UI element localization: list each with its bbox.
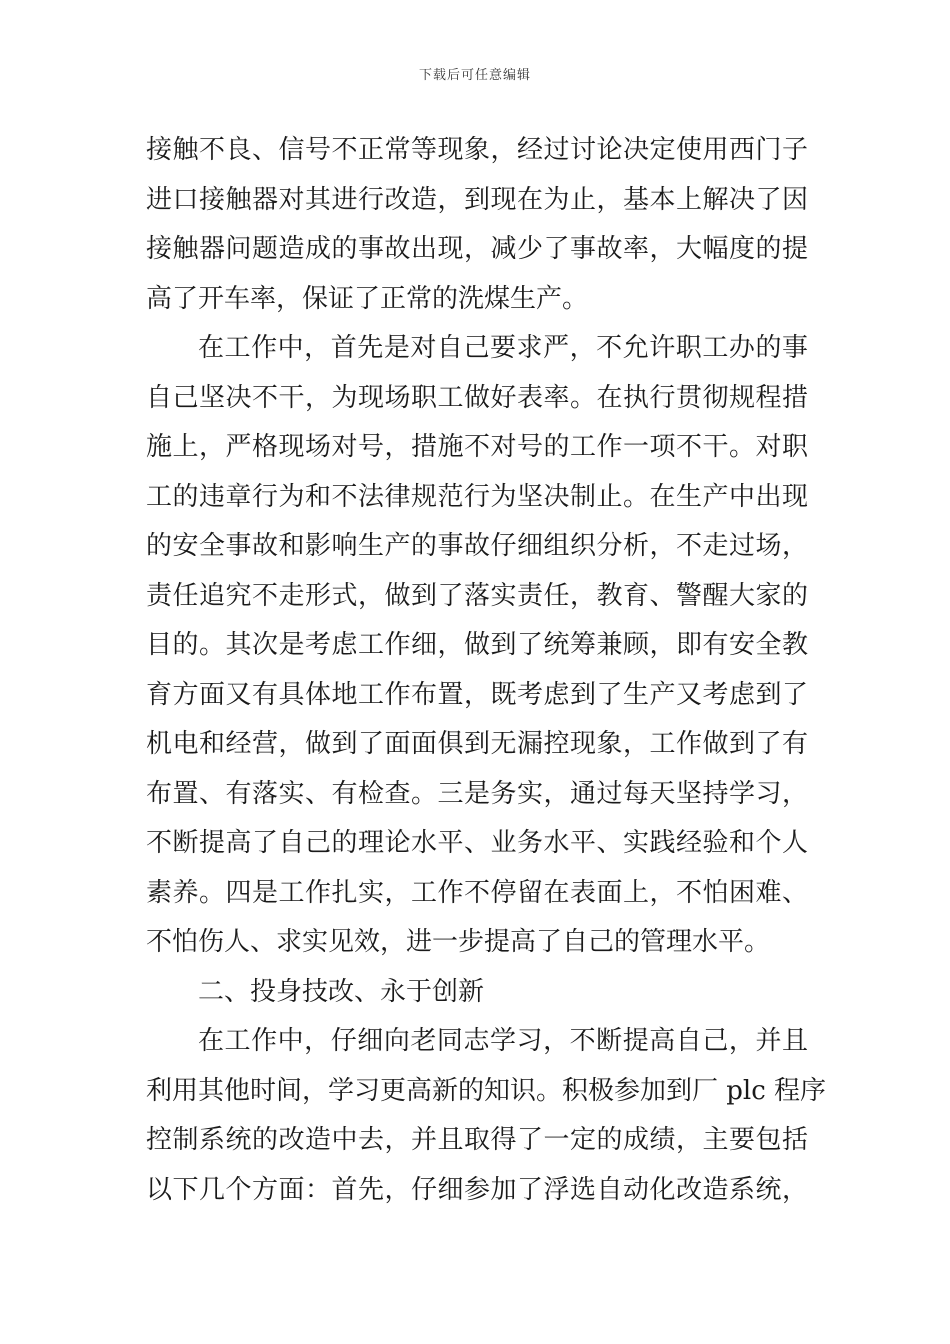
text-line: 接触器问题造成的事故出现，减少了事故率，大幅度的提 (146, 234, 808, 264)
text-line: 高了开车率，保证了正常的洗煤生产。 (146, 283, 589, 314)
text-line: 控制系统的改造中去，并且取得了一定的成绩，主要包括 (146, 1125, 808, 1155)
paragraph-start-line: 在工作中，仔细向老同志学习，不断提高自己，并且 (198, 1026, 808, 1056)
page-header: 下载后可任意编辑 (418, 68, 531, 83)
body-text (146, 126, 827, 1215)
text-line: 接触不良、信号不正常等现象，经过讨论决定使用西门子 (146, 135, 808, 165)
text-line: 机电和经营，做到了面面俱到无漏控现象，工作做到了有 (146, 729, 808, 759)
text-line: 以下几个方面：首先，仔细参加了浮选自动化改造系统， (146, 1174, 808, 1205)
paragraph-start-line: 在工作中，首先是对自己要求严，不允许职工办的事 (198, 333, 808, 363)
text-line: 目的。其次是考虑工作细，做到了统筹兼顾，即有安全教 (146, 630, 808, 660)
text-line: 不断提高了自己的理论水平、业务水平、实践经验和个人 (146, 828, 808, 858)
text-line: 利用其他时间，学习更高新的知识。积极参加到厂 plc 程序 (146, 1075, 827, 1106)
text-line: 工的违章行为和不法律规范行为坚决制止。在生产中出现 (146, 481, 808, 512)
text-line: 不怕伤人、求实见效，进一步提高了自己的管理水平。 (146, 927, 771, 957)
text-line: 布置、有落实、有检查。三是务实，通过每天坚持学习， (146, 778, 808, 809)
text-line: 的安全事故和影响生产的事故仔细组织分析，不走过场， (146, 531, 808, 561)
text-line: 自己坚决不干，为现场职工做好表率。在执行贯彻规程措 (146, 382, 808, 413)
text-line: 素养。四是工作扎实，工作不停留在表面上，不怕困难、 (146, 877, 808, 908)
text-line: 育方面又有具体地工作布置，既考虑到了生产又考虑到了 (146, 679, 808, 710)
section-heading: 二、投身技改、永于创新 (198, 976, 485, 1007)
text-line: 责任追究不走形式，做到了落实责任，教育、警醒大家的 (146, 580, 808, 611)
text-line: 进口接触器对其进行改造，到现在为止，基本上解决了因 (146, 184, 808, 215)
text-line: 施上，严格现场对号，措施不对号的工作一项不干。对职 (146, 432, 808, 462)
